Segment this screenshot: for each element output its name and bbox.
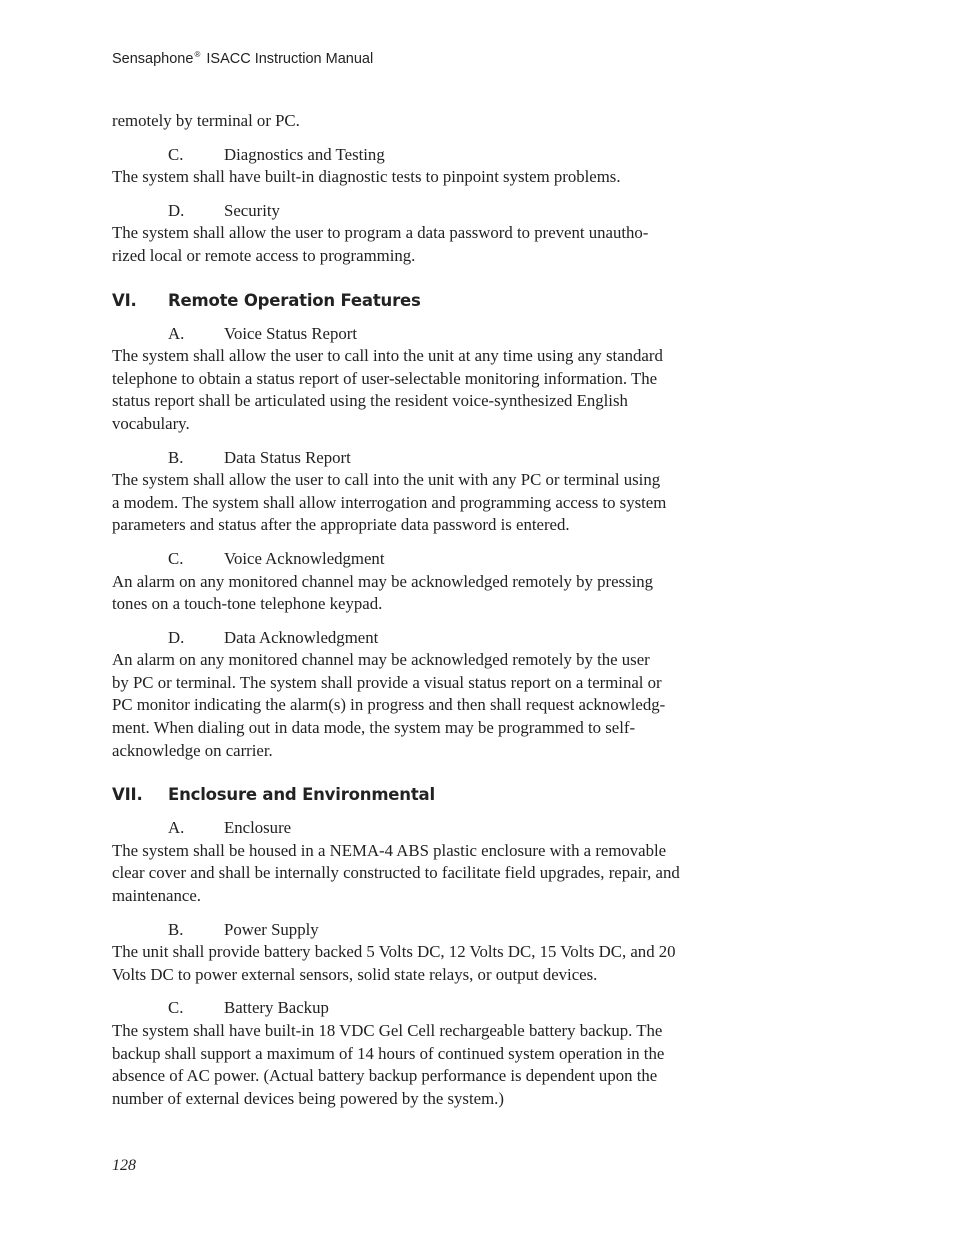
item-title: Power Supply [224, 919, 319, 939]
item-title: Data Status Report [224, 447, 351, 467]
header-brand: Sensaphone [112, 51, 194, 67]
item-power-supply [112, 919, 742, 987]
item-title: Battery Backup [224, 998, 329, 1018]
item-letter: C. [168, 548, 184, 568]
item-text-line: acknowledge on carrier. [112, 740, 273, 760]
item-text-line: number of external devices being powered by the system.) [112, 1088, 504, 1108]
item-text-line: rized local or remote access to programming. [112, 245, 416, 265]
item-text-line: Volts DC to power external sensors, solid state relays, or output devices. [112, 964, 598, 984]
item-text-line: An alarm on any monitored channel may be acknowledged remotely by the user [112, 650, 650, 670]
item-data-acknowledgment [112, 627, 742, 763]
item-text-line: The system shall have built-in diagnostic tests to pinpoint system problems. [112, 167, 621, 187]
item-title: Diagnostics and Testing [224, 144, 385, 164]
item-text-line: An alarm on any monitored channel may be acknowledged remotely by pressing [112, 571, 654, 591]
item-title: Security [224, 200, 280, 220]
item-heading [112, 144, 742, 167]
item-text-line: backup shall support a maximum of 14 hours of continued system operation in the [112, 1043, 665, 1063]
item-heading [112, 817, 742, 840]
item-text-line: vocabulary. [112, 413, 190, 433]
item-letter: C. [168, 144, 184, 164]
page-number: 128 [112, 1157, 136, 1174]
item-battery-backup [112, 997, 742, 1110]
item-voice-status-report [112, 323, 742, 436]
item-heading [112, 919, 742, 942]
section-number: VII. [112, 785, 143, 805]
item-data-status-report [112, 447, 742, 537]
item-heading [112, 548, 742, 571]
item-text-line: The unit shall provide battery backed 5 Volts DC, 12 Volts DC, 15 Volts DC, and 20 [112, 942, 676, 962]
item-diagnostics [112, 144, 742, 189]
intro-line: remotely by terminal or PC. [112, 111, 300, 130]
item-voice-acknowledgment [112, 548, 742, 616]
body-content [112, 110, 742, 1110]
item-heading [112, 323, 742, 346]
item-letter: D. [168, 627, 185, 647]
item-text-line: status report shall be articulated using the resident voice-synthesized English [112, 391, 628, 411]
item-text-line: PC monitor indicating the alarm(s) in progress and then shall request acknowledg- [112, 695, 666, 715]
item-text-line: tones on a touch-tone telephone keypad. [112, 594, 383, 614]
item-letter: A. [168, 323, 185, 343]
item-text-line: The system shall allow the user to program a data password to prevent unautho- [112, 223, 649, 243]
header-title: ISACC Instruction Manual [206, 51, 374, 67]
item-text-line: parameters and status after the appropriate data password is entered. [112, 515, 570, 535]
item-title: Data Acknowledgment [224, 627, 379, 647]
item-title: Voice Status Report [224, 323, 357, 343]
item-heading [112, 447, 742, 470]
item-text-line: a modem. The system shall allow interrogation and programming access to system [112, 492, 667, 512]
item-text-line: The system shall allow the user to call into the unit with any PC or terminal using [112, 470, 661, 490]
item-text-line: The system shall be housed in a NEMA-4 ABS plastic enclosure with a removable [112, 840, 667, 860]
item-text-line: clear cover and shall be internally constructed to facilitate field upgrades, repair, and [112, 863, 680, 883]
item-letter: D. [168, 200, 185, 220]
item-text-line: telephone to obtain a status report of user-selectable monitoring information. The [112, 368, 658, 388]
item-letter: A. [168, 818, 185, 838]
item-security [112, 200, 742, 268]
item-heading [112, 997, 742, 1020]
section-heading-enclosure-environmental [112, 784, 742, 806]
item-letter: B. [168, 447, 184, 467]
item-heading [112, 627, 742, 650]
section-title: Remote Operation Features [168, 290, 421, 310]
section-title: Enclosure and Environmental [168, 785, 435, 805]
registered-mark: ® [194, 50, 201, 59]
item-text-line: absence of AC power. (Actual battery backup performance is dependent upon the [112, 1066, 658, 1086]
item-text-line: maintenance. [112, 886, 201, 906]
section-number: VI. [112, 290, 137, 310]
item-letter: B. [168, 919, 184, 939]
item-letter: C. [168, 998, 184, 1018]
item-text-line: The system shall allow the user to call into the unit at any time using any standard [112, 346, 663, 366]
item-text-line: by PC or terminal. The system shall provide a visual status report on a terminal or [112, 672, 662, 692]
item-enclosure [112, 817, 742, 907]
item-heading [112, 200, 742, 223]
running-header [112, 50, 373, 67]
item-text-line: The system shall have built-in 18 VDC Gel Cell rechargeable battery backup. The [112, 1021, 663, 1040]
item-title: Enclosure [224, 818, 292, 838]
item-title: Voice Acknowledgment [224, 548, 385, 568]
section-heading-remote-operation [112, 290, 742, 312]
item-text-line: ment. When dialing out in data mode, the system may be programmed to self- [112, 718, 636, 738]
